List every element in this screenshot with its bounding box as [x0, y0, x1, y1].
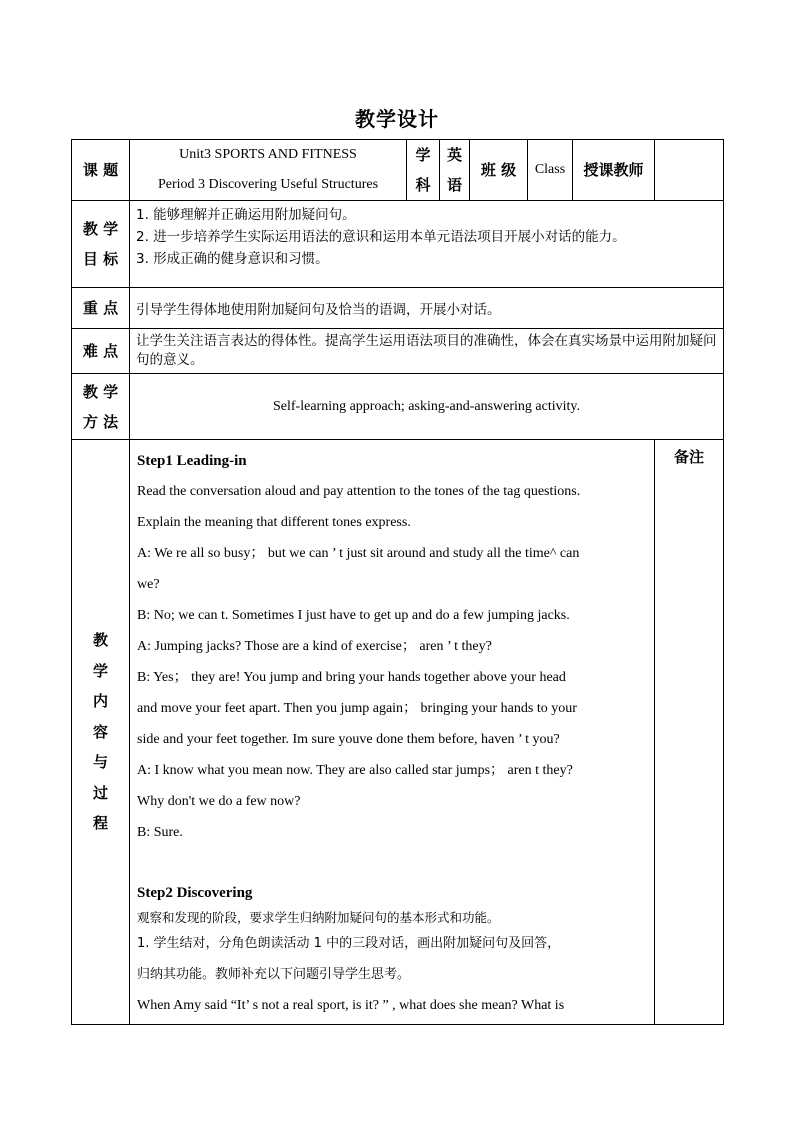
- goal-item: 2. 进一步培养学生实际运用语法的意识和运用本单元语法项目开展小对话的能力。: [136, 229, 626, 245]
- step1-line: side and your feet together. Im sure youve done them before, haven ’ t you?: [137, 732, 560, 747]
- subject-value-char-1: 英: [446, 146, 462, 164]
- content-label-char: 内: [92, 692, 108, 711]
- difficulty-row: [72, 329, 724, 374]
- note-label: 备注: [673, 448, 704, 466]
- step1-line: Why don't we do a few now?: [137, 794, 301, 809]
- subject-value-char-2: 语: [446, 176, 462, 194]
- step2-title: Step2 Discovering: [137, 885, 253, 901]
- content-label-char: 容: [92, 722, 108, 741]
- goals-label-line-1: 教 学: [82, 220, 119, 238]
- step2-item: 归纳其功能。教师补充以下问题引导学生思考。: [137, 967, 411, 982]
- step1-line: A: I know what you mean now. They are also called star jumps； aren t they?: [137, 763, 573, 778]
- method-text: Self-learning approach; asking-and-answering activity.: [130, 374, 724, 440]
- method-label-line-1: 教 学: [82, 382, 119, 401]
- method-row: [72, 374, 724, 440]
- header-row: [72, 140, 724, 201]
- goals-label-line-2: 目 标: [82, 250, 119, 268]
- goal-item: 1. 能够理解并正确运用附加疑问句。: [136, 207, 356, 223]
- content-label-char: 与: [92, 753, 108, 772]
- subject-value: [440, 140, 470, 201]
- step1-line: Read the conversation aloud and pay attention to the tones of the tag questions.: [137, 484, 581, 499]
- goals-row: [72, 201, 724, 288]
- difficulty-text: 让学生关注语言表达的得体性。提高学生运用语法项目的准确性，体会在真实场景中运用附加疑问句的意义。: [130, 329, 724, 374]
- step1-line: B: No; we can t. Sometimes I just have to get up and do a few jumping jacks.: [137, 608, 570, 623]
- lesson-plan-table: [71, 139, 724, 1025]
- course-label: 课 题: [72, 140, 130, 201]
- content-label-char: 学: [92, 661, 108, 680]
- step1-line: B: Sure.: [137, 825, 183, 840]
- step1-line: A: We re all so busy； but we can ’ t just sit around and study all the time^ can: [137, 546, 580, 561]
- step1-line: A: Jumping jacks? Those are a kind of exercise； aren ’ t they?: [137, 639, 492, 654]
- course-title-cell: [130, 140, 407, 201]
- step1-line: and move your feet apart. Then you jump again； bringing your hands to your: [137, 701, 577, 716]
- key-point-text: 引导学生得体地使用附加疑问句及恰当的语调，开展小对话。: [130, 288, 724, 329]
- key-point-row: [72, 288, 724, 329]
- goals-cell: [130, 201, 724, 288]
- spacer: [137, 848, 648, 878]
- subject-label-char-1: 学: [415, 146, 431, 164]
- course-unit: Unit3 SPORTS AND FITNESS: [179, 147, 357, 162]
- step2-intro: 观察和发现的阶段，要求学生归纳附加疑问句的基本形式和功能。: [137, 910, 500, 925]
- class-value: Class: [528, 140, 573, 201]
- course-period: Period 3 Discovering Useful Structures: [157, 177, 379, 192]
- content-label-char: 程: [92, 814, 108, 833]
- subject-label: [407, 140, 440, 201]
- step1-line: we?: [137, 577, 160, 592]
- method-label: [72, 374, 130, 440]
- content-row: [72, 440, 724, 1025]
- note-column: [655, 440, 724, 1025]
- method-label-line-2: 方 法: [82, 412, 119, 431]
- subject-label-char-2: 科: [415, 176, 431, 194]
- goal-item: 3. 形成正确的健身意识和习惯。: [136, 251, 329, 267]
- goals-label: [72, 201, 130, 288]
- step1-line: Explain the meaning that different tones express.: [137, 515, 411, 530]
- teacher-value: [655, 140, 724, 201]
- content-label-char: 教: [92, 631, 108, 650]
- key-point-label: 重 点: [72, 288, 130, 329]
- content-body: [130, 440, 655, 1025]
- document-title: 教学设计: [355, 107, 439, 131]
- step2-item: 1. 学生结对，分角色朗读活动 1 中的三段对话，画出附加疑问句及回答，: [137, 936, 561, 951]
- difficulty-label: 难 点: [72, 329, 130, 374]
- step1-title: Step1 Leading-in: [137, 453, 247, 469]
- content-label-char: 过: [92, 783, 108, 802]
- step1-line: B: Yes； they are! You jump and bring your hands together above your head: [137, 670, 566, 685]
- content-label: [72, 440, 130, 1025]
- class-label: 班 级: [470, 140, 528, 201]
- teacher-label: 授课教师: [573, 140, 655, 201]
- step2-question: When Amy said “It’ s not a real sport, is it? ” , what does she mean? What is: [137, 998, 565, 1013]
